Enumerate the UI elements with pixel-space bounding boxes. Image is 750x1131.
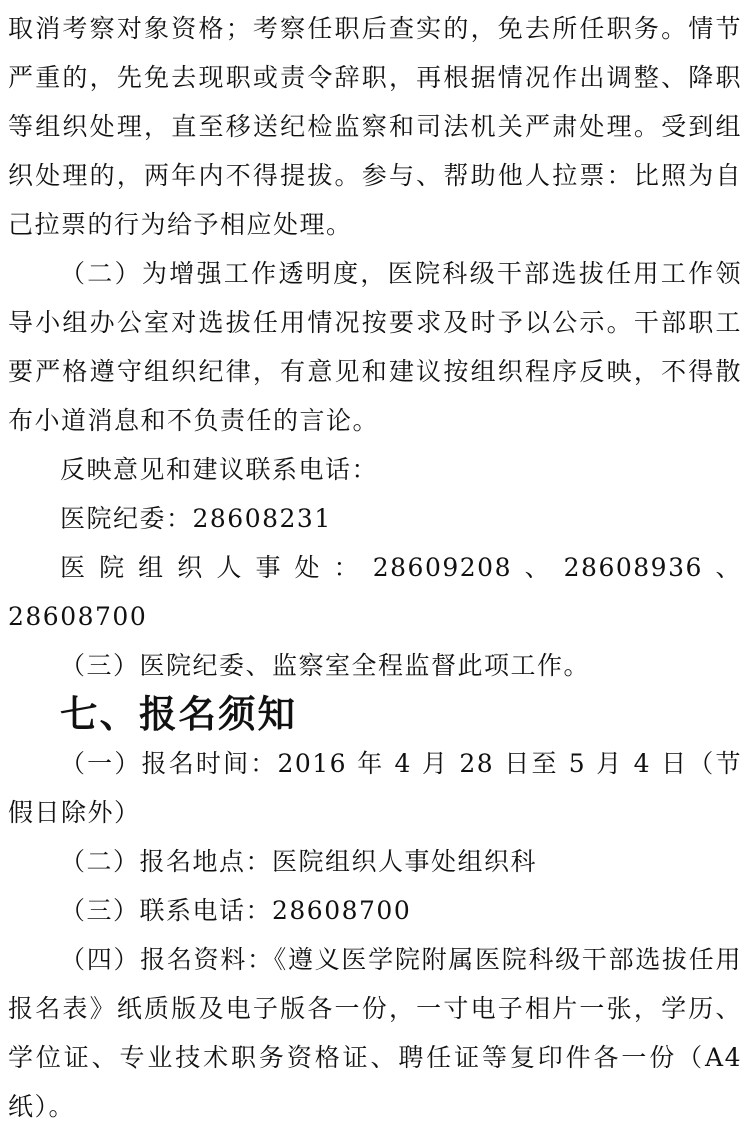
registration-phone: （三）联系电话：28608700 (60, 896, 412, 925)
contact-list (8, 494, 742, 641)
contact-item-hr: 医院组织人事处：28609208、28608936、28608700 (8, 553, 742, 631)
item-3-paragraph: （三）医院纪委、监察室全程监督此项工作。 (60, 651, 591, 680)
contact-item-discipline: 医院纪委：28608231 (60, 504, 332, 533)
registration-location: （二）报名地点：医院组织人事处组织科 (60, 847, 538, 876)
registration-materials: （四）报名资料：《遵义医学院附属医院科级干部选拔任用报名表》纸质版及电子版各一份，一寸电子相片一张，学历、学位证、专业技术职务资格证、聘任证等复印件各一份（A4 纸）。 (8, 945, 742, 1121)
item-2-paragraph: （二）为增强工作透明度，医院科级干部选拔任用工作领导小组办公室对选拔任用情况按要求及时予以公示。干部职工要严格遵守组织纪律，有意见和建议按组织程序反映，不得散布小道消息和不负责任的言论。 (8, 259, 742, 435)
section-7-heading: 七、报名须知 (60, 692, 297, 736)
registration-time: （一）报名时间：2016 年 4 月 28 日至 5 月 4 日（节假日除外） (8, 749, 742, 827)
intro-paragraph: 取消考察对象资格；考察任职后查实的，免去所任职务。情节严重的，先免去现职或责令辞职，再根据情况作出调整、降职等组织处理，直至移送纪检监察和司法机关严肃处理。受到组织处理的，两年内不得提拔。参与、帮助他人拉票：比照为自己拉票的行为给予相应处理。 (8, 14, 742, 239)
contacts-intro: 反映意见和建议联系电话： (60, 455, 379, 484)
